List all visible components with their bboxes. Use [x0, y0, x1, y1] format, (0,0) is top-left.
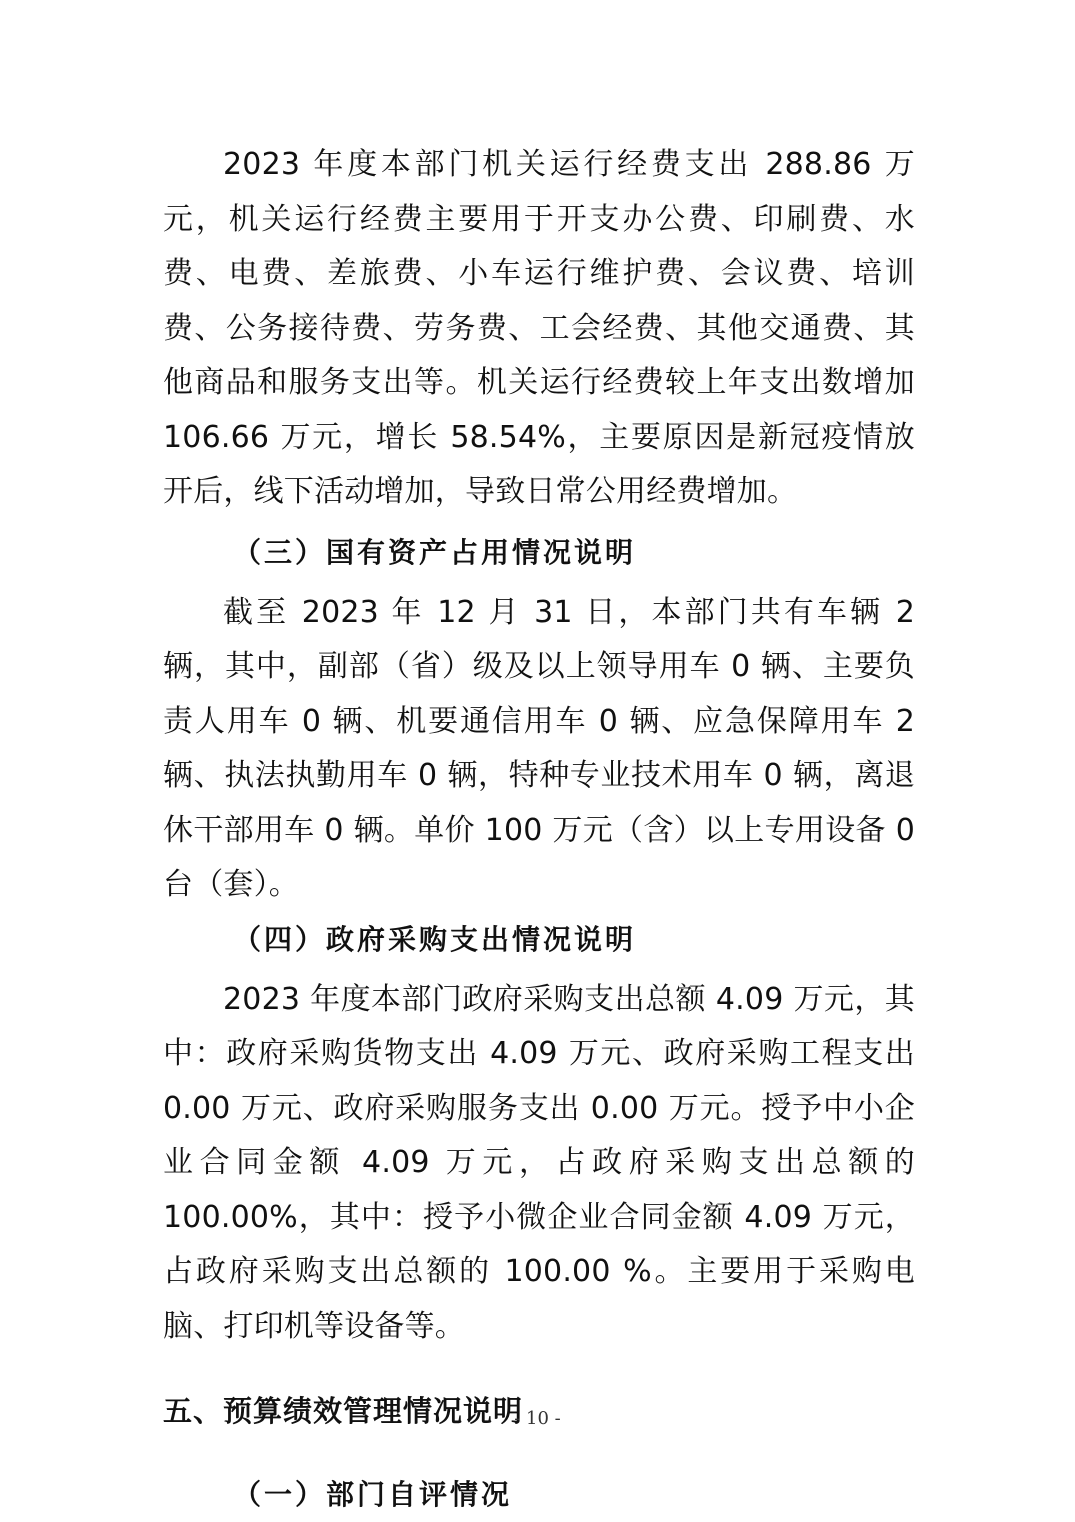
heading-state-assets: （三）国有资产占用情况说明 [233, 535, 637, 569]
section-heading-performance-management: 五、预算绩效管理情况说明 [163, 1394, 524, 1428]
paragraph-operating-expenses: 2023 年度本部门机关运行经费支出 288.86 万元，机关运行经费主要用于开支办公费、印刷费、水费、电费、差旅费、小车运行维护费、会议费、培训费、公务接待费、劳务费、工会经费、其他交通费、其他商品和服务支出等。机关运行经费较上年支出数增加 106.66 万元，增长 58.54%，主要原因是新冠疫情放开后，线下活动增加，导致日常公用经费增加。 [163, 147, 915, 509]
paragraph-vehicles: 截至 2023 年 12 月 31 日，本部门共有车辆 2 辆，其中，副部（省）级及以上领导用车 0 辆、主要负责人用车 0 辆、机要通信用车 0 辆、应急保障用车 2 辆、执法执勤用车 0 辆，特种专业技术用车 0 辆，离退休干部用车 0 辆。单价 100 万元（含）以上专用设备 0 台（套）。 [163, 594, 915, 902]
heading-government-procurement: （四）政府采购支出情况说明 [233, 922, 637, 956]
page-content [163, 138, 915, 1522]
page-number: - 10 - [514, 1408, 561, 1429]
heading-self-evaluation: （一）部门自评情况 [233, 1478, 513, 1511]
paragraph-procurement: 2023 年度本部门政府采购支出总额 4.09 万元，其中：政府采购货物支出 4.09 万元、政府采购工程支出 0.00 万元、政府采购服务支出 0.00 万元。授予中小企业合同金额 4.09 万元，占政府采购支出总额的 100.00%，其中：授予小微企业合同金额 4.09 万元，占政府采购支出总额的 100.00 %。主要用于采购电脑、打印机等设备等。 [163, 981, 915, 1344]
